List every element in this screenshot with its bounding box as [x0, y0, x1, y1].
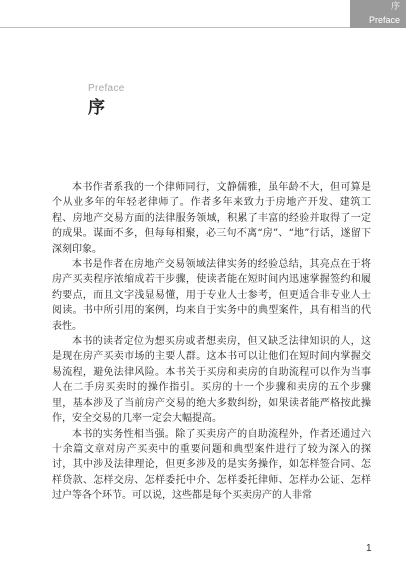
- body-paragraph: 本书作者系我的一个律师同行，文静儒雅，虽年龄不大，但可算是个从业多年的年轻老律师了。作者多年来致力于房地产开发、建筑工程、房地产交易方面的法律服务领域，积累了丰富的经验并取得了一定的成果。谋面不多，但每每相聚，必三句不离“房”、“地”行话，遂留下深刻印象。: [52, 182, 371, 255]
- chapter-subtitle-en: Preface: [88, 83, 125, 94]
- running-header-section-en: Preface: [368, 15, 400, 25]
- body-paragraph: 本书的实务性相当强。除了买卖房产的自助流程外，作者还通过六十余篇文章对房产买卖中的重要问题和典型案件进行了较为深入的探讨，其中涉及法律理论，但更多涉及的是实务操作，如怎样签合同、怎样贷款、怎样交房、怎样委托中介、怎样委托律师、怎样办公证、怎样过户等各个环节。可以说，这些都是每个买卖房产的人非常: [52, 428, 371, 502]
- page-number: 1: [366, 543, 372, 554]
- preface-body: [52, 180, 371, 504]
- chapter-title: 序: [88, 98, 105, 118]
- body-paragraph: 本书的读者定位为想买房或者想卖房，但又缺乏法律知识的人，这是现在房产买卖市场的主要人群。这本书可以让他们在短时间内掌握交易流程，避免法律风险。本书关于买房和卖房的自助流程可以作为当事人在二手房买卖时的操作指引。买房的十一个步骤和卖房的五个步骤里，基本涉及了当前房产交易的绝大多数纠纷，如果读者能严格按此操作，安全交易的几率一定会大幅提高。: [52, 336, 371, 425]
- running-header-tab: [350, 0, 406, 28]
- running-header-section-cn: 序: [390, 2, 400, 12]
- body-paragraph: 本书是作者在房地产交易领域法律实务的经验总结，其亮点在于将房产买卖程序浓缩成若干步骤，使读者能在短时间内迅速掌握签约和履约要点，而且文字浅显易懂，用于专业人士参考，但更适合非专业人士阅读。书中所引用的案例，均来自于实务中的典型案件，具有相当的代表性。: [52, 259, 371, 332]
- header-rule: [0, 27, 350, 28]
